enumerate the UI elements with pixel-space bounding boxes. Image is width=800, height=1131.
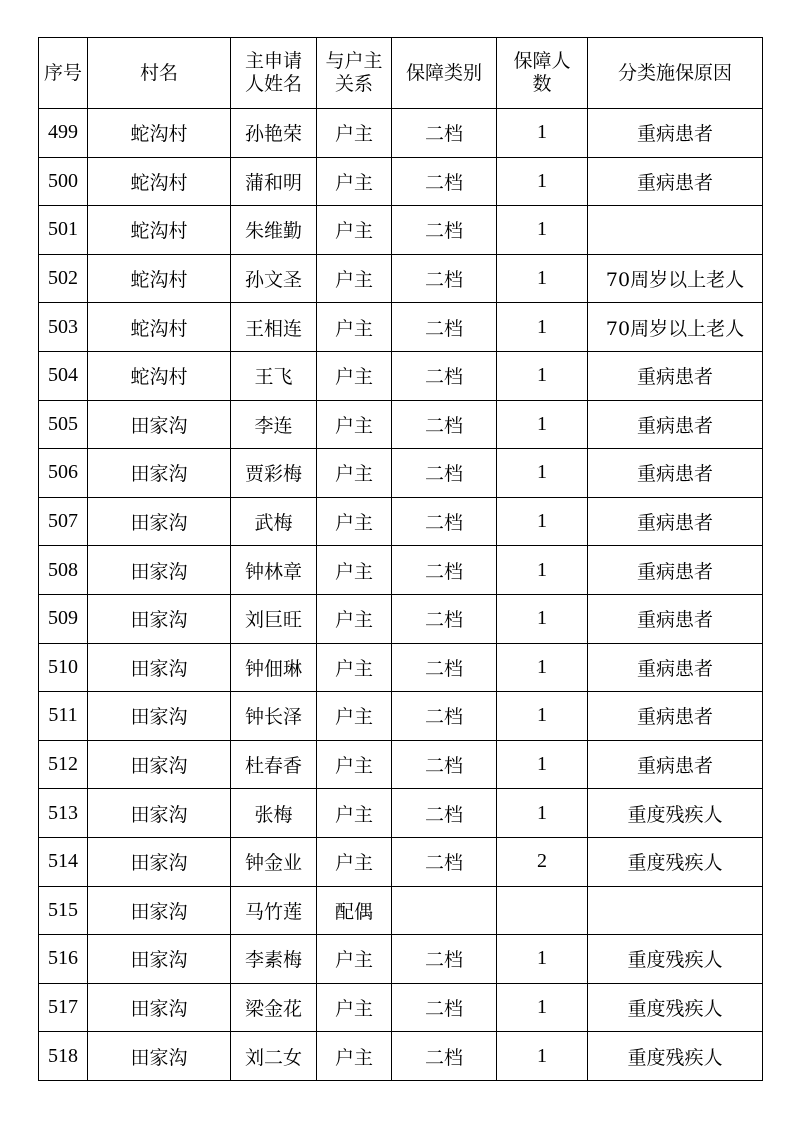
cell-relation: 户主 bbox=[317, 400, 392, 449]
cell-reason: 重度残疾人 bbox=[588, 789, 763, 838]
cell-relation: 户主 bbox=[317, 692, 392, 741]
cell-relation: 户主 bbox=[317, 109, 392, 158]
header-count: 保障人数 bbox=[497, 38, 588, 109]
cell-village: 田家沟 bbox=[88, 886, 231, 935]
cell-relation: 户主 bbox=[317, 497, 392, 546]
cell-count: 1 bbox=[497, 546, 588, 595]
table-row bbox=[39, 643, 763, 692]
cell-village: 田家沟 bbox=[88, 594, 231, 643]
cell-reason: 重病患者 bbox=[588, 740, 763, 789]
header-category: 保障类别 bbox=[392, 38, 497, 109]
cell-seq: 506 bbox=[39, 449, 88, 498]
cell-count: 1 bbox=[497, 594, 588, 643]
cell-relation: 户主 bbox=[317, 351, 392, 400]
cell-reason: 重度残疾人 bbox=[588, 935, 763, 984]
table-row bbox=[39, 351, 763, 400]
table-row bbox=[39, 740, 763, 789]
header-applicant-name: 主申请人姓名 bbox=[231, 38, 317, 109]
cell-seq: 514 bbox=[39, 837, 88, 886]
cell-reason: 重病患者 bbox=[588, 643, 763, 692]
cell-count: 1 bbox=[497, 206, 588, 255]
cell-count: 1 bbox=[497, 157, 588, 206]
cell-count: 1 bbox=[497, 109, 588, 158]
cell-name: 钟佃琳 bbox=[231, 643, 317, 692]
cell-category: 二档 bbox=[392, 692, 497, 741]
cell-seq: 513 bbox=[39, 789, 88, 838]
table-row bbox=[39, 109, 763, 158]
cell-village: 蛇沟村 bbox=[88, 206, 231, 255]
cell-seq: 512 bbox=[39, 740, 88, 789]
cell-name: 贾彩梅 bbox=[231, 449, 317, 498]
cell-count bbox=[497, 886, 588, 935]
cell-relation: 户主 bbox=[317, 157, 392, 206]
cell-reason: 重度残疾人 bbox=[588, 983, 763, 1032]
cell-seq: 516 bbox=[39, 935, 88, 984]
cell-seq: 518 bbox=[39, 1032, 88, 1081]
header-relation: 与户主关系 bbox=[317, 38, 392, 109]
cell-name: 刘巨旺 bbox=[231, 594, 317, 643]
cell-relation: 户主 bbox=[317, 449, 392, 498]
cell-reason bbox=[588, 206, 763, 255]
cell-count: 1 bbox=[497, 449, 588, 498]
cell-category bbox=[392, 886, 497, 935]
cell-village: 田家沟 bbox=[88, 1032, 231, 1081]
cell-village: 蛇沟村 bbox=[88, 303, 231, 352]
cell-name: 梁金花 bbox=[231, 983, 317, 1032]
header-village: 村名 bbox=[88, 38, 231, 109]
table-row bbox=[39, 546, 763, 595]
cell-category: 二档 bbox=[392, 254, 497, 303]
cell-count: 1 bbox=[497, 643, 588, 692]
cell-category: 二档 bbox=[392, 740, 497, 789]
cell-village: 田家沟 bbox=[88, 935, 231, 984]
table-row bbox=[39, 983, 763, 1032]
cell-village: 田家沟 bbox=[88, 400, 231, 449]
table-row bbox=[39, 400, 763, 449]
cell-relation: 户主 bbox=[317, 594, 392, 643]
table-body bbox=[39, 109, 763, 1081]
cell-count: 1 bbox=[497, 789, 588, 838]
cell-name: 刘二女 bbox=[231, 1032, 317, 1081]
cell-count: 1 bbox=[497, 983, 588, 1032]
cell-category: 二档 bbox=[392, 157, 497, 206]
cell-relation: 户主 bbox=[317, 206, 392, 255]
cell-reason: 重病患者 bbox=[588, 692, 763, 741]
assistance-table bbox=[38, 37, 763, 1081]
cell-count: 1 bbox=[497, 692, 588, 741]
cell-name: 张梅 bbox=[231, 789, 317, 838]
cell-village: 蛇沟村 bbox=[88, 254, 231, 303]
cell-relation: 户主 bbox=[317, 935, 392, 984]
cell-seq: 509 bbox=[39, 594, 88, 643]
cell-count: 1 bbox=[497, 740, 588, 789]
table-row bbox=[39, 449, 763, 498]
cell-reason: 重病患者 bbox=[588, 594, 763, 643]
cell-relation: 户主 bbox=[317, 789, 392, 838]
cell-count: 1 bbox=[497, 303, 588, 352]
cell-reason: 重病患者 bbox=[588, 400, 763, 449]
cell-village: 田家沟 bbox=[88, 546, 231, 595]
cell-name: 钟林章 bbox=[231, 546, 317, 595]
table-row bbox=[39, 886, 763, 935]
cell-relation: 户主 bbox=[317, 837, 392, 886]
cell-count: 1 bbox=[497, 935, 588, 984]
table-row bbox=[39, 206, 763, 255]
cell-relation: 户主 bbox=[317, 740, 392, 789]
cell-name: 王飞 bbox=[231, 351, 317, 400]
cell-count: 2 bbox=[497, 837, 588, 886]
cell-name: 钟金业 bbox=[231, 837, 317, 886]
cell-seq: 503 bbox=[39, 303, 88, 352]
cell-seq: 510 bbox=[39, 643, 88, 692]
cell-reason: 重病患者 bbox=[588, 497, 763, 546]
cell-name: 王相连 bbox=[231, 303, 317, 352]
cell-seq: 501 bbox=[39, 206, 88, 255]
cell-village: 田家沟 bbox=[88, 983, 231, 1032]
cell-reason: 重病患者 bbox=[588, 157, 763, 206]
cell-relation: 户主 bbox=[317, 983, 392, 1032]
cell-category: 二档 bbox=[392, 109, 497, 158]
cell-count: 1 bbox=[497, 254, 588, 303]
cell-village: 田家沟 bbox=[88, 643, 231, 692]
cell-category: 二档 bbox=[392, 449, 497, 498]
cell-category: 二档 bbox=[392, 789, 497, 838]
cell-name: 李素梅 bbox=[231, 935, 317, 984]
cell-relation: 户主 bbox=[317, 643, 392, 692]
cell-category: 二档 bbox=[392, 594, 497, 643]
header-seq: 序号 bbox=[39, 38, 88, 109]
cell-village: 田家沟 bbox=[88, 837, 231, 886]
cell-count: 1 bbox=[497, 497, 588, 546]
cell-category: 二档 bbox=[392, 206, 497, 255]
cell-seq: 499 bbox=[39, 109, 88, 158]
cell-relation: 户主 bbox=[317, 303, 392, 352]
cell-category: 二档 bbox=[392, 351, 497, 400]
cell-seq: 515 bbox=[39, 886, 88, 935]
table-row bbox=[39, 789, 763, 838]
cell-reason: 重度残疾人 bbox=[588, 837, 763, 886]
cell-village: 蛇沟村 bbox=[88, 157, 231, 206]
cell-name: 蒲和明 bbox=[231, 157, 317, 206]
cell-relation: 户主 bbox=[317, 546, 392, 595]
cell-seq: 507 bbox=[39, 497, 88, 546]
cell-reason: 重病患者 bbox=[588, 546, 763, 595]
cell-village: 田家沟 bbox=[88, 740, 231, 789]
header-reason: 分类施保原因 bbox=[588, 38, 763, 109]
cell-seq: 505 bbox=[39, 400, 88, 449]
cell-seq: 517 bbox=[39, 983, 88, 1032]
table-row bbox=[39, 157, 763, 206]
cell-seq: 500 bbox=[39, 157, 88, 206]
cell-seq: 511 bbox=[39, 692, 88, 741]
table-row bbox=[39, 594, 763, 643]
cell-seq: 504 bbox=[39, 351, 88, 400]
cell-village: 蛇沟村 bbox=[88, 109, 231, 158]
table-row bbox=[39, 254, 763, 303]
cell-category: 二档 bbox=[392, 303, 497, 352]
table-row bbox=[39, 303, 763, 352]
cell-count: 1 bbox=[497, 351, 588, 400]
cell-seq: 502 bbox=[39, 254, 88, 303]
cell-category: 二档 bbox=[392, 546, 497, 595]
cell-reason: 70周岁以上老人 bbox=[588, 254, 763, 303]
cell-reason bbox=[588, 886, 763, 935]
cell-village: 田家沟 bbox=[88, 497, 231, 546]
cell-count: 1 bbox=[497, 1032, 588, 1081]
cell-reason: 重病患者 bbox=[588, 449, 763, 498]
cell-village: 蛇沟村 bbox=[88, 351, 231, 400]
cell-relation: 配偶 bbox=[317, 886, 392, 935]
cell-reason: 重病患者 bbox=[588, 109, 763, 158]
cell-name: 孙文圣 bbox=[231, 254, 317, 303]
table-row bbox=[39, 837, 763, 886]
cell-category: 二档 bbox=[392, 643, 497, 692]
cell-relation: 户主 bbox=[317, 1032, 392, 1081]
cell-reason: 重病患者 bbox=[588, 351, 763, 400]
table-row bbox=[39, 935, 763, 984]
table-row bbox=[39, 497, 763, 546]
cell-name: 武梅 bbox=[231, 497, 317, 546]
cell-name: 杜春香 bbox=[231, 740, 317, 789]
cell-name: 钟长泽 bbox=[231, 692, 317, 741]
cell-relation: 户主 bbox=[317, 254, 392, 303]
cell-category: 二档 bbox=[392, 497, 497, 546]
cell-category: 二档 bbox=[392, 400, 497, 449]
cell-name: 李连 bbox=[231, 400, 317, 449]
cell-category: 二档 bbox=[392, 983, 497, 1032]
cell-seq: 508 bbox=[39, 546, 88, 595]
cell-village: 田家沟 bbox=[88, 449, 231, 498]
cell-count: 1 bbox=[497, 400, 588, 449]
table-header-row bbox=[39, 38, 763, 109]
table-row bbox=[39, 1032, 763, 1081]
cell-reason: 重度残疾人 bbox=[588, 1032, 763, 1081]
cell-name: 孙艳荣 bbox=[231, 109, 317, 158]
cell-category: 二档 bbox=[392, 935, 497, 984]
cell-name: 马竹莲 bbox=[231, 886, 317, 935]
cell-village: 田家沟 bbox=[88, 692, 231, 741]
cell-category: 二档 bbox=[392, 1032, 497, 1081]
cell-category: 二档 bbox=[392, 837, 497, 886]
cell-name: 朱维勤 bbox=[231, 206, 317, 255]
cell-reason: 70周岁以上老人 bbox=[588, 303, 763, 352]
cell-village: 田家沟 bbox=[88, 789, 231, 838]
table-row bbox=[39, 692, 763, 741]
